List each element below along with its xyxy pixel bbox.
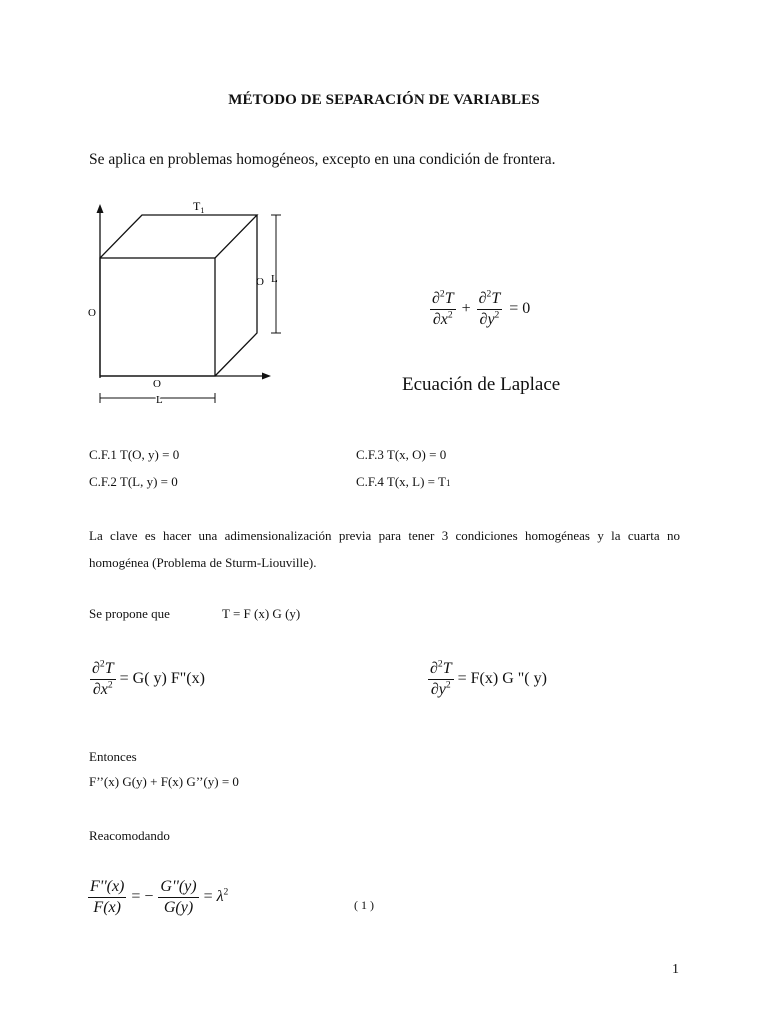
- equation-number: ( 1 ): [354, 898, 374, 912]
- condition-cf1: C.F.1 T(O, y) = 0: [89, 447, 180, 462]
- proposal-label: Se propone que: [89, 606, 170, 621]
- separation-equation: $\frac{F''(x)}{F(x)}$ = − $\frac{G''(y)}{G(y)}$ = $\lambda^2$: [90, 878, 229, 916]
- condition-cf2: C.F.2 T(L, y) = 0: [89, 474, 178, 489]
- right-length-label: L: [271, 273, 278, 285]
- rearrange-label: Reacomodando: [89, 828, 170, 843]
- cube-front-face: [100, 258, 215, 376]
- then-equation: F’’(x) G(y) + F(x) G’’(y) = 0: [89, 774, 239, 789]
- x-axis-arrow: [262, 373, 271, 380]
- proposal-equation: T = F (x) G (y): [222, 606, 301, 621]
- laplace-equation: $\frac{\partial^2T}{\partial x^2}$ + $\frac{\partial^2T}{\partial y^2}$ = 0: [432, 288, 531, 328]
- bottom-length-label: L: [156, 394, 163, 406]
- condition-cf3: C.F.3 T(x, O) = 0: [356, 447, 447, 462]
- bottom-face-label: O: [153, 378, 161, 390]
- d2y-equation: $\frac{\partial^2T}{\partial y^2}$ = F(x) G "( y): [430, 658, 547, 698]
- explanation-paragraph: La clave es hacer una adimensionalización previa para tener 3 condiciones homogéneas y la cuarta no homogénea (Problema de Sturm-Liouville).: [89, 528, 680, 570]
- top-label: $T_1$: [193, 199, 205, 215]
- condition-cf4: C.F.4 T(x, L) = T1: [356, 474, 451, 489]
- laplace-caption: Ecuación de Laplace: [402, 374, 561, 395]
- cube-top-face: [100, 215, 257, 258]
- then-label: Entonces: [89, 749, 137, 764]
- left-face-label: O: [88, 307, 96, 319]
- cube-diagram: [85, 195, 285, 410]
- d2x-equation: $\frac{\partial^2T}{\partial x^2}$ = G( y) F"(x): [92, 658, 205, 698]
- page-title: MÉTODO DE SEPARACIÓN DE VARIABLES: [228, 92, 540, 108]
- intro-text: Se aplica en problemas homogéneos, excepto en una condición de frontera.: [89, 151, 556, 168]
- y-axis-arrow: [97, 204, 104, 213]
- cube-right-face: [215, 215, 257, 376]
- page-number: 1: [672, 962, 679, 977]
- right-face-label: O: [256, 276, 264, 288]
